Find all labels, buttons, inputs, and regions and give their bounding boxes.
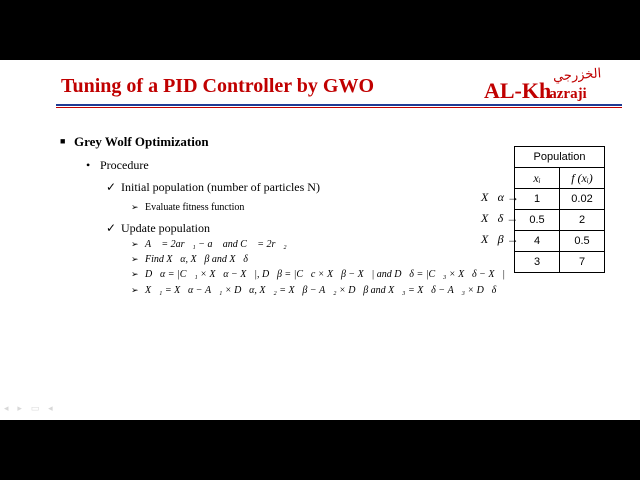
logo-tail: azraji <box>549 86 587 102</box>
slide-nav-icons[interactable]: ◂ ▸ ▭ ◂ <box>4 404 56 414</box>
cell-f: 0.02 <box>560 189 605 210</box>
slide <box>0 60 640 420</box>
arrow-bullet-icon: ➢ <box>131 202 139 212</box>
equation-find-text: Find X⃗α, X⃗β and X⃗δ <box>145 254 248 265</box>
row-label-beta: X⃗β → <box>481 232 519 246</box>
equation-x <box>131 285 496 296</box>
evaluate-item <box>131 202 244 213</box>
cell-f: 7 <box>560 252 605 273</box>
row-label-delta: X⃗δ → <box>481 211 519 225</box>
update-population-item <box>106 221 210 236</box>
square-bullet-icon: ■ <box>60 136 66 146</box>
equation-x-text: X⃗₁ = X⃗α − A⃗₁ × D⃗α, X⃗₂ = X⃗β − A⃗₂ × D⃗β and X⃗₃ = X⃗δ − A⃗₃ × D⃗δ <box>145 285 497 296</box>
equation-a-c-text: A⃗ = 2ar⃗₁ − a⃗ and C⃗ = 2r⃗₂ <box>145 239 287 250</box>
procedure-text: Procedure <box>100 158 149 172</box>
cell-x: 4 <box>515 231 560 252</box>
equation-a-c <box>131 239 287 250</box>
arrow-bullet-icon: ➢ <box>131 239 139 249</box>
slide-title: Tuning of a PID Controller by GWO <box>61 75 375 97</box>
population-table <box>514 146 605 273</box>
cell-f: 0.5 <box>560 231 605 252</box>
title-divider-red <box>56 107 622 108</box>
table-row <box>515 189 605 210</box>
check-icon: ✓ <box>106 180 117 194</box>
evaluate-text: Evaluate fitness function <box>145 202 245 213</box>
title-divider-blue <box>56 104 622 106</box>
arrow-bullet-icon: ➢ <box>131 254 139 264</box>
table-row <box>515 252 605 273</box>
update-population-text: Update population <box>121 221 210 235</box>
equation-find <box>131 254 248 265</box>
table-row <box>515 210 605 231</box>
heading-text: Grey Wolf Optimization <box>74 134 209 149</box>
equation-d-text: D⃗α = |C⃗₁ × X⃗α − X⃗|, D⃗β = |C⃗c × X⃗β − X⃗| and D⃗δ = |C⃗₃ × X⃗δ − X⃗| <box>145 269 506 280</box>
row-label-alpha: X⃗α → <box>481 190 519 204</box>
table-header-row <box>515 168 605 189</box>
initial-population-text: Initial population (number of particles N) <box>121 180 320 194</box>
table-row <box>515 231 605 252</box>
equation-d <box>131 269 505 280</box>
column-header-x: xᵢ <box>515 168 560 189</box>
logo <box>484 78 587 104</box>
table-title-row <box>515 147 605 168</box>
column-header-f: f (xᵢ) <box>560 168 605 189</box>
cell-x: 1 <box>515 189 560 210</box>
arrow-bullet-icon: ➢ <box>131 285 139 295</box>
check-icon: ✓ <box>106 221 117 235</box>
cell-x: 0.5 <box>515 210 560 231</box>
cell-f: 2 <box>560 210 605 231</box>
initial-population-item <box>106 180 320 195</box>
logo-arabic: الخزرجي <box>552 66 602 85</box>
logo-main: AL-Kh <box>484 78 552 103</box>
dot-bullet-icon: • <box>86 158 91 172</box>
table-title: Population <box>515 147 605 168</box>
cell-x: 3 <box>515 252 560 273</box>
procedure-item <box>86 158 149 173</box>
heading-gwo <box>60 134 209 150</box>
arrow-bullet-icon: ➢ <box>131 269 139 279</box>
